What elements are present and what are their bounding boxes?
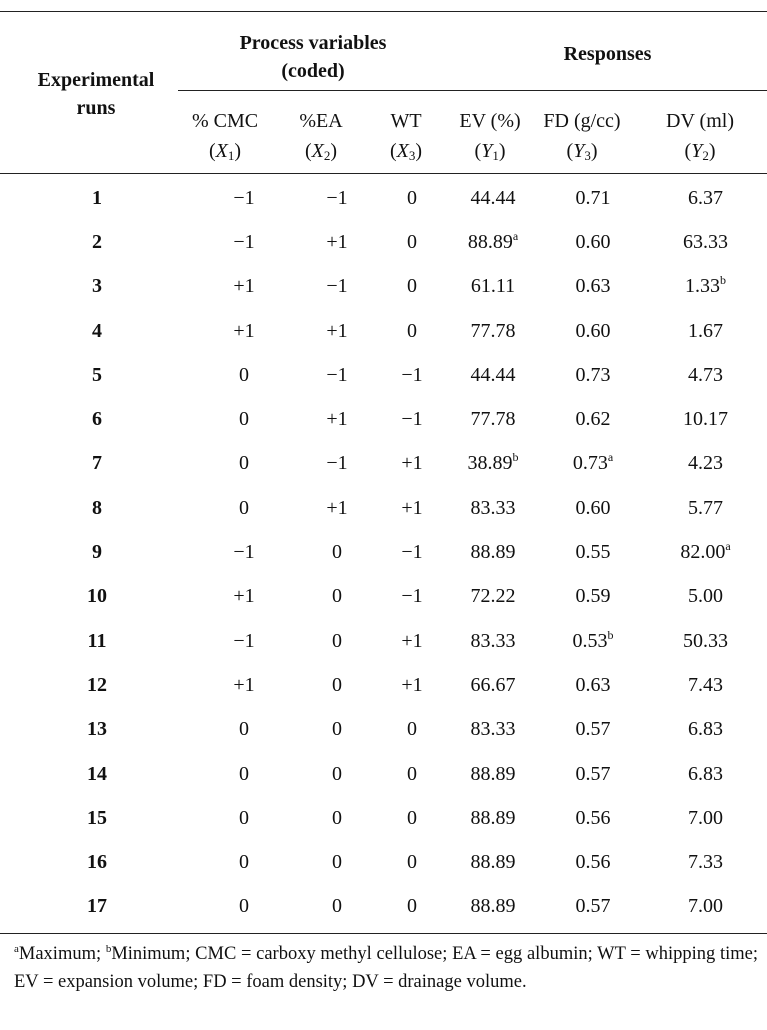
table-bottom-rule (0, 933, 767, 934)
run-cell: 1 (92, 186, 102, 209)
header-experimental-runs (14, 66, 178, 122)
column-header-dv (640, 106, 760, 171)
wt-cell: 0 (407, 806, 417, 829)
table-footnote (14, 940, 758, 996)
dv-cell: 6.37 (688, 186, 723, 209)
header-process-variables (178, 29, 448, 85)
wt-cell: −1 (401, 408, 423, 431)
table-row (0, 796, 767, 840)
fd-cell: 0.56 (575, 806, 611, 829)
dv-cell: 6.83 (688, 762, 723, 785)
table-row (0, 486, 767, 530)
ea-cell: 0 (332, 629, 342, 652)
wt-cell: 0 (407, 186, 417, 209)
table-row (0, 530, 767, 574)
superscript-mark: a (512, 228, 519, 243)
ev-cell: 83.33 (470, 718, 516, 741)
run-cell: 14 (87, 762, 107, 785)
ev-cell: 61.11 (470, 275, 516, 298)
column-header-label: FD (g/cc) (543, 110, 621, 132)
ev-cell: 44.44 (470, 186, 516, 209)
column-header-label: %EA (299, 110, 343, 132)
wt-cell: +1 (401, 452, 423, 475)
header-bottom-rule (0, 173, 767, 174)
table-row (0, 619, 767, 663)
header-responses: Responses (563, 43, 652, 65)
ea-cell: 0 (332, 762, 342, 785)
wt-cell: +1 (401, 496, 423, 519)
run-cell: 10 (87, 585, 107, 608)
table-row (0, 220, 767, 264)
run-cell: 6 (92, 408, 102, 431)
table-row (0, 885, 767, 929)
run-cell: 16 (87, 851, 107, 874)
fd-cell: 0.60 (575, 230, 611, 253)
fd-cell: 0.63 (575, 275, 611, 298)
table-row (0, 265, 767, 309)
cmc-cell: +1 (233, 673, 255, 696)
fd-cell: 0.63 (575, 673, 611, 696)
fd-cell: 0.71 (575, 186, 611, 209)
ev-cell: 88.89 (470, 851, 516, 874)
cmc-cell: 0 (239, 762, 249, 785)
ev-cell: 77.78 (470, 319, 516, 342)
table-row (0, 752, 767, 796)
ea-cell: +1 (326, 496, 348, 519)
column-header-fd (522, 106, 642, 171)
wt-cell: 0 (407, 319, 417, 342)
ev-cell: 77.78 (470, 408, 516, 431)
fd-cell: 0.53$^b$ (572, 627, 614, 652)
wt-cell: −1 (401, 363, 423, 386)
column-header-label: EV (%) (459, 110, 521, 132)
wt-cell: +1 (401, 629, 423, 652)
ev-cell: 83.33 (470, 496, 516, 519)
run-cell: 17 (87, 895, 107, 918)
run-cell: 9 (92, 541, 102, 564)
superscript-mark: a (607, 450, 614, 465)
column-header-label: % CMC (191, 110, 259, 132)
cmc-cell: 0 (239, 363, 249, 386)
fd-cell: 0.60 (575, 496, 611, 519)
cmc-cell: 0 (239, 496, 249, 519)
wt-cell: 0 (407, 895, 417, 918)
ea-cell: 0 (332, 718, 342, 741)
dv-cell: 7.33 (688, 851, 723, 874)
wt-cell: +1 (401, 673, 423, 696)
table-row (0, 397, 767, 441)
run-cell: 13 (87, 718, 107, 741)
run-cell: 8 (92, 496, 102, 519)
fd-cell: 0.62 (575, 408, 611, 431)
column-header-symbol: $(X_1)$ (208, 140, 242, 163)
ev-cell: 88.89 (470, 541, 516, 564)
dv-cell: 7.43 (688, 673, 723, 696)
wt-cell: 0 (407, 762, 417, 785)
table-row (0, 309, 767, 353)
ea-cell: +1 (326, 319, 348, 342)
ea-cell: −1 (326, 452, 348, 475)
ea-cell: 0 (332, 806, 342, 829)
cmc-cell: −1 (233, 230, 255, 253)
ea-cell: −1 (326, 186, 348, 209)
column-header-symbol: $(X_3)$ (389, 140, 423, 163)
fd-cell: 0.73 (575, 363, 611, 386)
header-runs-line1: Experimental (37, 69, 155, 91)
cmc-cell: 0 (239, 408, 249, 431)
header-process-line2: (coded) (281, 60, 345, 82)
fd-cell: 0.73$^a$ (572, 450, 614, 475)
footnote-text-a: Maximum; (18, 944, 106, 964)
ea-cell: 0 (332, 851, 342, 874)
dv-cell: 63.33 (683, 230, 728, 253)
table-row (0, 176, 767, 220)
fd-cell: 0.57 (575, 762, 611, 785)
table-row (0, 708, 767, 752)
superscript-mark: b (512, 450, 519, 465)
ea-cell: 0 (332, 895, 342, 918)
dv-cell: 50.33 (683, 629, 728, 652)
table-row (0, 840, 767, 884)
cmc-cell: +1 (233, 319, 255, 342)
run-cell: 4 (92, 319, 102, 342)
wt-cell: 0 (407, 275, 417, 298)
dv-cell: 7.00 (688, 806, 723, 829)
superscript-mark: b (607, 627, 614, 642)
dv-cell: 10.17 (683, 408, 728, 431)
cmc-cell: 0 (239, 851, 249, 874)
run-cell: 2 (92, 230, 102, 253)
column-header-symbol: $(Y_2)$ (684, 140, 716, 163)
ev-cell: 66.67 (470, 673, 516, 696)
column-header-symbol: $(Y_3)$ (566, 140, 598, 163)
dv-cell: 4.23 (688, 452, 723, 475)
wt-cell: −1 (401, 585, 423, 608)
run-cell: 3 (92, 275, 102, 298)
dv-cell: 1.67 (688, 319, 723, 342)
dv-cell: 1.33$^b$ (685, 273, 726, 298)
run-cell: 12 (87, 673, 107, 696)
table-row (0, 663, 767, 707)
cmc-cell: 0 (239, 895, 249, 918)
table-row (0, 575, 767, 619)
responses-underline (448, 90, 767, 91)
fd-cell: 0.60 (575, 319, 611, 342)
cmc-cell: 0 (239, 718, 249, 741)
table-row (0, 353, 767, 397)
ev-cell: 88.89$^a$ (467, 228, 519, 253)
cmc-cell: 0 (239, 806, 249, 829)
ev-cell: 72.22 (470, 585, 516, 608)
wt-cell: 0 (407, 851, 417, 874)
cmc-cell: 0 (239, 452, 249, 475)
table-top-rule (0, 11, 767, 12)
cmc-cell: −1 (233, 629, 255, 652)
fd-cell: 0.59 (575, 585, 611, 608)
dv-cell: 4.73 (688, 363, 723, 386)
footnote-mark-a: a (14, 943, 19, 955)
dv-cell: 7.00 (688, 895, 723, 918)
column-header-symbol: $(Y_1)$ (474, 140, 506, 163)
dv-cell: 6.83 (688, 718, 723, 741)
cmc-cell: +1 (233, 585, 255, 608)
cmc-cell: −1 (233, 186, 255, 209)
ea-cell: +1 (326, 408, 348, 431)
header-runs-line2: runs (76, 97, 116, 119)
cmc-cell: −1 (233, 541, 255, 564)
fd-cell: 0.55 (575, 541, 611, 564)
superscript-mark: b (720, 273, 726, 288)
ea-cell: −1 (326, 363, 348, 386)
ev-cell: 88.89 (470, 895, 516, 918)
fd-cell: 0.56 (575, 851, 611, 874)
table-row (0, 442, 767, 486)
ea-cell: 0 (332, 585, 342, 608)
ev-cell: 83.33 (470, 629, 516, 652)
ev-cell: 88.89 (470, 806, 516, 829)
ea-cell: 0 (332, 541, 342, 564)
ev-cell: 38.89$^b$ (467, 450, 519, 475)
ea-cell: −1 (326, 275, 348, 298)
ea-cell: 0 (332, 673, 342, 696)
run-cell: 11 (87, 629, 107, 652)
process-variables-underline (178, 90, 448, 91)
ev-cell: 88.89 (470, 762, 516, 785)
column-header-label: DV (ml) (666, 110, 734, 132)
fd-cell: 0.57 (575, 895, 611, 918)
wt-cell: 0 (407, 718, 417, 741)
footnote-text-b: Minimum; CMC = carboxy methyl cellulose; EA = egg albumin; WT = whipping time; EV = expansion volume; FD = foam density; DV = drainage volume. (14, 944, 758, 992)
data-table (0, 176, 767, 929)
wt-cell: −1 (401, 541, 423, 564)
ev-cell: 44.44 (470, 363, 516, 386)
wt-cell: 0 (407, 230, 417, 253)
ea-cell: +1 (326, 230, 348, 253)
cmc-cell: +1 (233, 275, 255, 298)
run-cell: 5 (92, 363, 102, 386)
column-header-label: WT (390, 110, 422, 132)
run-cell: 15 (87, 806, 107, 829)
superscript-mark: a (725, 539, 731, 554)
fd-cell: 0.57 (575, 718, 611, 741)
header-process-line1: Process variables (239, 32, 387, 54)
run-cell: 7 (92, 452, 102, 475)
dv-cell: 5.77 (688, 496, 723, 519)
column-header-symbol: $(X_2)$ (304, 140, 338, 163)
dv-cell: 82.00$^a$ (680, 539, 731, 564)
dv-cell: 5.00 (688, 585, 723, 608)
footnote-mark-b: b (105, 943, 112, 955)
